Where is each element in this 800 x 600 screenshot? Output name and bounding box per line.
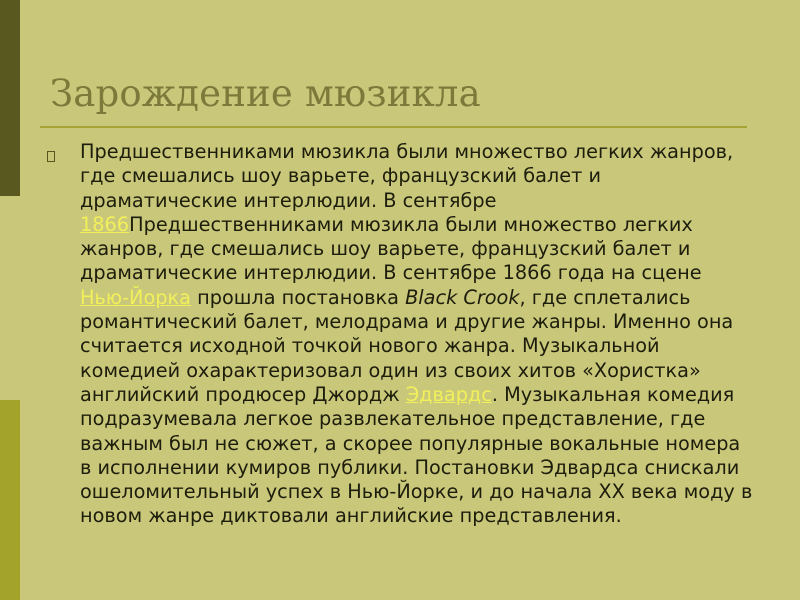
title-divider bbox=[40, 126, 747, 128]
body-text-part4: , где сплетались романтический балет, мелодрама и другие жанры. Именно она считается исходной точкой нового жанра. Музыкальной комедией охарактеризовал один из своих хитов «Хористка» английский продюсер Джордж bbox=[80, 285, 734, 406]
link-1866[interactable]: 1866 bbox=[80, 212, 130, 236]
body-text-italic-title: Black Crook bbox=[405, 285, 520, 309]
slide-title: Зарождение мюзикла bbox=[50, 72, 481, 115]
sidebar-accent-bottom bbox=[0, 400, 20, 600]
body-text-part1: Предшественниками мюзикла были множество легких жанров, где смешались шоу варьете, французский балет и драматические интерлюдии. В сентябре bbox=[80, 140, 734, 212]
sidebar-accent-top bbox=[0, 0, 20, 196]
body-text-part3: прошла постановка bbox=[190, 285, 406, 309]
body-text-part2: Предшественниками мюзикла были множество легких жанров, где смешались шоу варьете, французский балет и драматические интерлюдии. В сентябре 1866 года на сцене bbox=[80, 212, 702, 285]
link-edwardes[interactable]: Эдвардс bbox=[405, 382, 492, 406]
square-bullet-icon bbox=[47, 151, 55, 162]
link-new-york[interactable]: Нью-Йорка bbox=[80, 285, 191, 309]
body-text-part5: . Музыкальная комедия подразумевала легкое развлекательное представление, где важным был не сюжет, а скорее популярные вокальные номера в исполнении кумиров публики. Постановки Эдвардса снискали ошеломительный успех в Нью-Йорке, и до начала XX века моду в новом жанре диктовали английские представления. bbox=[80, 382, 753, 528]
body-paragraph bbox=[80, 140, 756, 529]
